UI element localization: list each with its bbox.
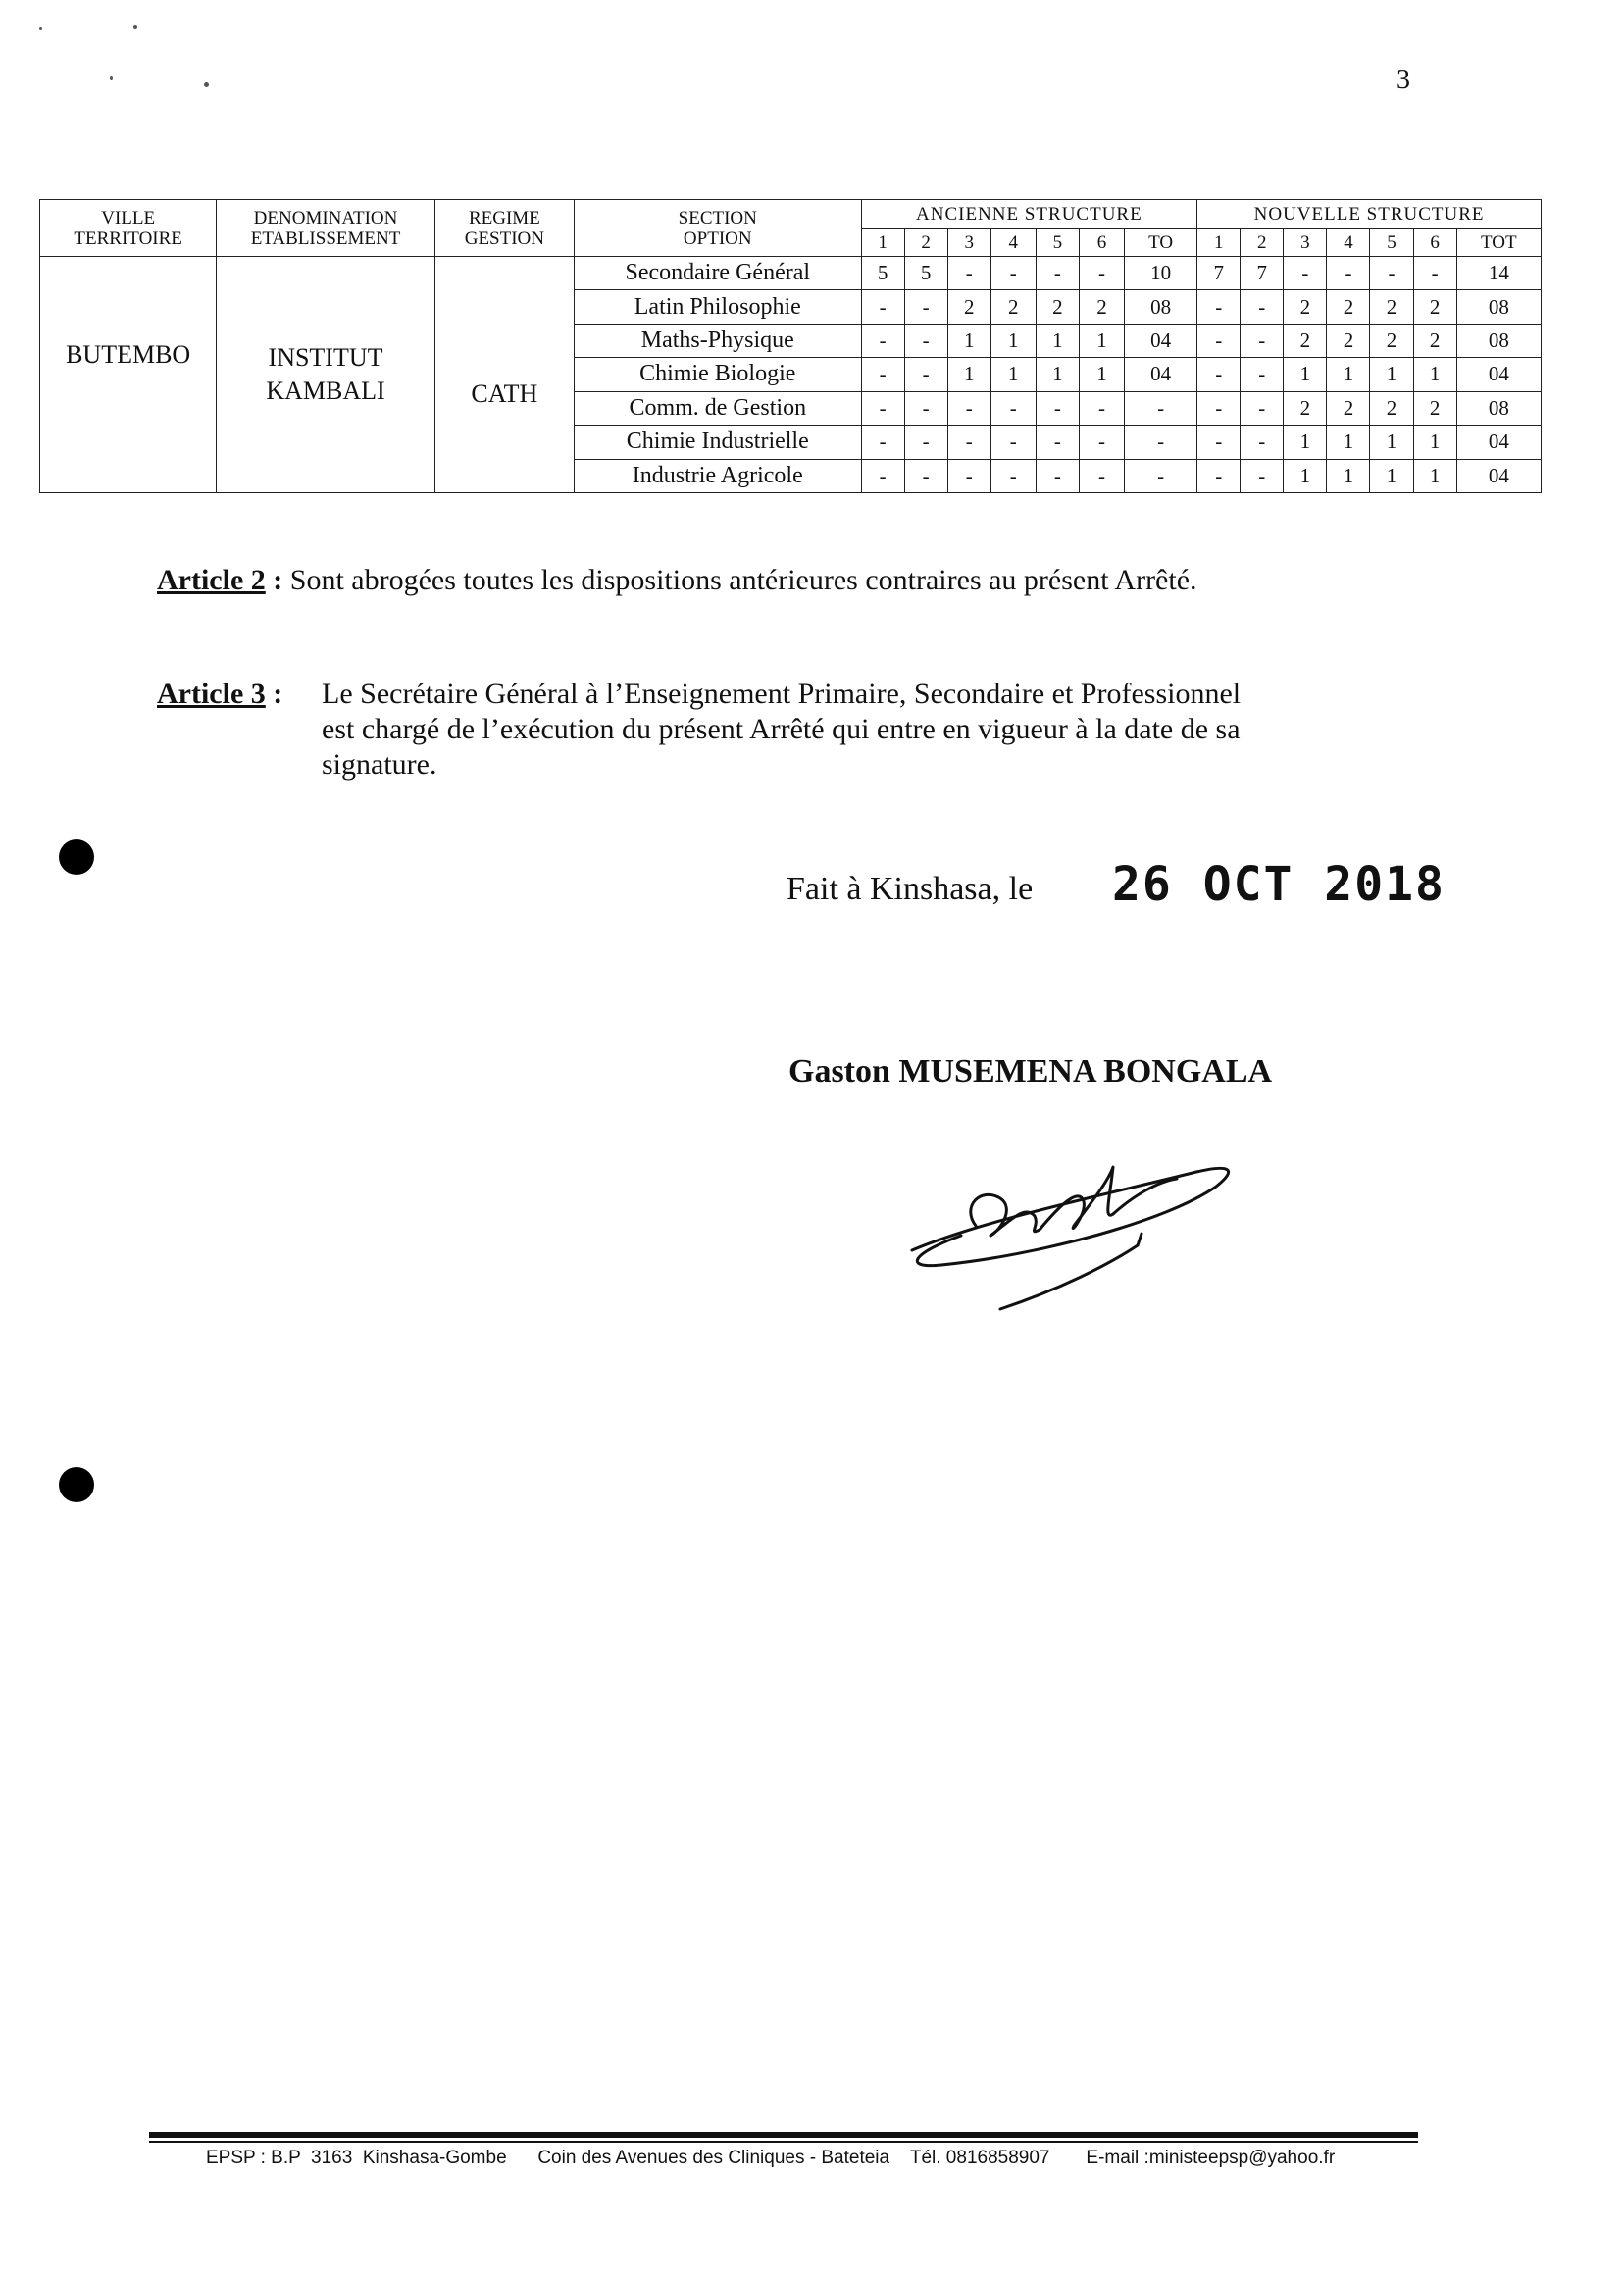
nouvelle-value-cell: -: [1197, 324, 1241, 357]
nouvelle-value-cell: -: [1197, 426, 1241, 459]
ancienne-value-cell: 08: [1125, 290, 1197, 324]
ancienne-value-cell: -: [861, 358, 904, 391]
col-header: 3: [947, 229, 990, 257]
ancienne-value-cell: 2: [1079, 290, 1124, 324]
nouvelle-value-cell: 2: [1284, 324, 1327, 357]
scan-speck: [204, 82, 209, 87]
col-header: 5: [1036, 229, 1079, 257]
nouvelle-value-cell: 04: [1456, 459, 1541, 492]
ancienne-value-cell: -: [861, 290, 904, 324]
header-text: ETABLISSEMENT: [250, 228, 401, 249]
nouvelle-value-cell: 08: [1456, 391, 1541, 425]
nouvelle-value-cell: 2: [1284, 391, 1327, 425]
nouvelle-value-cell: 04: [1456, 358, 1541, 391]
article-3-label: Article 3: [157, 678, 266, 710]
col-header: 3: [1284, 229, 1327, 257]
col-header: 1: [861, 229, 904, 257]
punch-hole-dot: [59, 839, 94, 875]
nouvelle-value-cell: 1: [1327, 358, 1370, 391]
nouvelle-value-cell: -: [1241, 391, 1284, 425]
ancienne-value-cell: 10: [1125, 257, 1197, 290]
ancienne-value-cell: 2: [990, 290, 1036, 324]
ancienne-value-cell: -: [990, 257, 1036, 290]
scan-speck: [39, 27, 42, 30]
ancienne-value-cell: -: [861, 459, 904, 492]
article-3-line: signature.: [322, 748, 437, 781]
nouvelle-value-cell: 1: [1327, 459, 1370, 492]
header-ancienne-structure: ANCIENNE STRUCTURE: [861, 200, 1197, 229]
ancienne-value-cell: 1: [990, 358, 1036, 391]
nouvelle-value-cell: -: [1370, 257, 1413, 290]
header-text: GESTION: [464, 228, 544, 249]
nouvelle-value-cell: 1: [1284, 459, 1327, 492]
punch-hole-dot: [59, 1467, 94, 1502]
nouvelle-value-cell: 2: [1413, 290, 1456, 324]
table-row: [40, 257, 1542, 290]
ancienne-value-cell: -: [947, 426, 990, 459]
nouvelle-value-cell: 2: [1327, 324, 1370, 357]
nouvelle-value-cell: -: [1241, 290, 1284, 324]
ancienne-value-cell: 1: [1036, 324, 1079, 357]
nouvelle-value-cell: 1: [1413, 459, 1456, 492]
header-text: DENOMINATION: [253, 207, 398, 228]
nouvelle-value-cell: 1: [1370, 358, 1413, 391]
nouvelle-value-cell: -: [1241, 459, 1284, 492]
etablissement-line: INSTITUT: [268, 343, 383, 372]
scan-speck: [110, 76, 113, 80]
header-text: VILLE: [101, 207, 156, 228]
ancienne-value-cell: -: [1036, 426, 1079, 459]
nouvelle-value-cell: 1: [1370, 426, 1413, 459]
nouvelle-value-cell: 1: [1413, 426, 1456, 459]
ancienne-value-cell: -: [1079, 426, 1124, 459]
nouvelle-value-cell: 1: [1370, 459, 1413, 492]
article-3-separator: :: [265, 678, 290, 710]
ancienne-value-cell: -: [861, 426, 904, 459]
ville-cell: BUTEMBO: [40, 257, 217, 493]
ancienne-value-cell: -: [1125, 459, 1197, 492]
header-nouvelle-structure: NOUVELLE STRUCTURE: [1197, 200, 1542, 229]
article-2-text: Sont abrogées toutes les dispositions antérieures contraires au présent Arrêté.: [289, 564, 1197, 596]
ancienne-value-cell: -: [904, 324, 947, 357]
ancienne-value-cell: -: [1079, 459, 1124, 492]
nouvelle-value-cell: 1: [1413, 358, 1456, 391]
nouvelle-value-cell: 1: [1327, 426, 1370, 459]
footer-contact: EPSP : B.P 3163 Kinshasa-Gombe Coin des Avenues des Cliniques - Bateteia Tél. 0816858907 E-mail :ministeepsp@yahoo.fr: [206, 2148, 1336, 2168]
header-regime: [434, 200, 574, 257]
header-text: TERRITOIRE: [74, 228, 182, 249]
nouvelle-value-cell: -: [1413, 257, 1456, 290]
nouvelle-value-cell: 2: [1413, 391, 1456, 425]
col-header: 6: [1413, 229, 1456, 257]
nouvelle-value-cell: 1: [1284, 358, 1327, 391]
article-3-label-block: [157, 677, 290, 712]
nouvelle-value-cell: 2: [1413, 324, 1456, 357]
article-2-label: Article 2: [157, 564, 266, 596]
ancienne-value-cell: 1: [990, 324, 1036, 357]
ancienne-value-cell: 04: [1125, 358, 1197, 391]
nouvelle-value-cell: -: [1197, 290, 1241, 324]
nouvelle-value-cell: -: [1197, 358, 1241, 391]
etablissement-line: KAMBALI: [266, 377, 385, 405]
ancienne-value-cell: 2: [947, 290, 990, 324]
option-cell: Chimie Industrielle: [575, 426, 862, 459]
header-text: REGIME: [468, 207, 540, 228]
ancienne-value-cell: -: [904, 459, 947, 492]
scan-speck: [133, 25, 137, 29]
nouvelle-value-cell: -: [1327, 257, 1370, 290]
header-section-option: [575, 200, 862, 257]
ancienne-value-cell: -: [904, 391, 947, 425]
option-cell: Chimie Biologie: [575, 358, 862, 391]
ancienne-value-cell: -: [904, 426, 947, 459]
ancienne-value-cell: 1: [1079, 358, 1124, 391]
nouvelle-value-cell: -: [1241, 324, 1284, 357]
option-cell: Maths-Physique: [575, 324, 862, 357]
ancienne-value-cell: -: [947, 391, 990, 425]
ancienne-value-cell: -: [1125, 426, 1197, 459]
col-header: 4: [990, 229, 1036, 257]
col-header: 5: [1370, 229, 1413, 257]
nouvelle-value-cell: 2: [1370, 290, 1413, 324]
nouvelle-value-cell: -: [1241, 426, 1284, 459]
nouvelle-value-cell: 2: [1284, 290, 1327, 324]
nouvelle-value-cell: 1: [1284, 426, 1327, 459]
ancienne-value-cell: -: [904, 290, 947, 324]
ancienne-value-cell: -: [990, 426, 1036, 459]
header-text: SECTION: [678, 207, 757, 228]
nouvelle-value-cell: 2: [1327, 391, 1370, 425]
nouvelle-value-cell: -: [1241, 358, 1284, 391]
ancienne-value-cell: -: [1036, 459, 1079, 492]
signatory-name: Gaston MUSEMENA BONGALA: [788, 1053, 1273, 1089]
signature-icon: [902, 1128, 1255, 1314]
nouvelle-value-cell: 08: [1456, 290, 1541, 324]
nouvelle-value-cell: -: [1197, 459, 1241, 492]
nouvelle-value-cell: 04: [1456, 426, 1541, 459]
ancienne-value-cell: -: [1125, 391, 1197, 425]
header-text: OPTION: [683, 228, 752, 249]
col-header: TO: [1125, 229, 1197, 257]
ancienne-value-cell: 5: [861, 257, 904, 290]
ancienne-value-cell: 1: [1079, 324, 1124, 357]
ancienne-value-cell: -: [861, 391, 904, 425]
place-date: Fait à Kinshasa, le: [787, 871, 1034, 907]
nouvelle-value-cell: 7: [1241, 257, 1284, 290]
ancienne-value-cell: -: [1036, 391, 1079, 425]
article-3-line: est chargé de l’exécution du présent Arrêté qui entre en vigueur à la date de sa: [322, 713, 1241, 745]
ancienne-value-cell: -: [947, 257, 990, 290]
table-body: [40, 257, 1542, 493]
ancienne-value-cell: -: [861, 324, 904, 357]
article-3-line: Le Secrétaire Général à l’Enseignement Primaire, Secondaire et Professionnel: [322, 678, 1242, 710]
page-number: 3: [1396, 65, 1410, 95]
option-cell: Industrie Agricole: [575, 459, 862, 492]
nouvelle-value-cell: 2: [1370, 324, 1413, 357]
nouvelle-value-cell: 2: [1327, 290, 1370, 324]
ancienne-value-cell: -: [904, 358, 947, 391]
col-header: 1: [1197, 229, 1241, 257]
option-cell: Latin Philosophie: [575, 290, 862, 324]
ancienne-value-cell: -: [1036, 257, 1079, 290]
option-cell: Comm. de Gestion: [575, 391, 862, 425]
col-header: 2: [904, 229, 947, 257]
col-header: 6: [1079, 229, 1124, 257]
article-2: [157, 563, 1197, 598]
ancienne-value-cell: -: [1079, 257, 1124, 290]
ancienne-value-cell: 1: [947, 324, 990, 357]
nouvelle-value-cell: 2: [1370, 391, 1413, 425]
nouvelle-value-cell: 14: [1456, 257, 1541, 290]
ancienne-value-cell: 1: [1036, 358, 1079, 391]
ancienne-value-cell: -: [947, 459, 990, 492]
ancienne-value-cell: 2: [1036, 290, 1079, 324]
structure-table: [39, 199, 1542, 493]
etablissement-cell: [217, 257, 434, 493]
nouvelle-value-cell: -: [1197, 391, 1241, 425]
nouvelle-value-cell: -: [1284, 257, 1327, 290]
footer-rule: [149, 2132, 1418, 2138]
col-header: 2: [1241, 229, 1284, 257]
article-3-text: [322, 677, 1400, 783]
ancienne-value-cell: -: [990, 459, 1036, 492]
ancienne-value-cell: -: [1079, 391, 1124, 425]
col-header: 4: [1327, 229, 1370, 257]
ancienne-value-cell: 1: [947, 358, 990, 391]
nouvelle-value-cell: 7: [1197, 257, 1241, 290]
option-cell: Secondaire Général: [575, 257, 862, 290]
ancienne-value-cell: -: [990, 391, 1036, 425]
footer-rule-thin: [149, 2141, 1418, 2143]
ancienne-value-cell: 5: [904, 257, 947, 290]
nouvelle-value-cell: 08: [1456, 324, 1541, 357]
col-header: TOT: [1456, 229, 1541, 257]
ancienne-value-cell: 04: [1125, 324, 1197, 357]
header-ville-territoire: [40, 200, 217, 257]
article-2-separator: :: [265, 564, 290, 596]
header-denomination: [217, 200, 434, 257]
date-stamp: 26 OCT 2018: [1112, 857, 1446, 912]
regime-cell: CATH: [434, 257, 574, 493]
